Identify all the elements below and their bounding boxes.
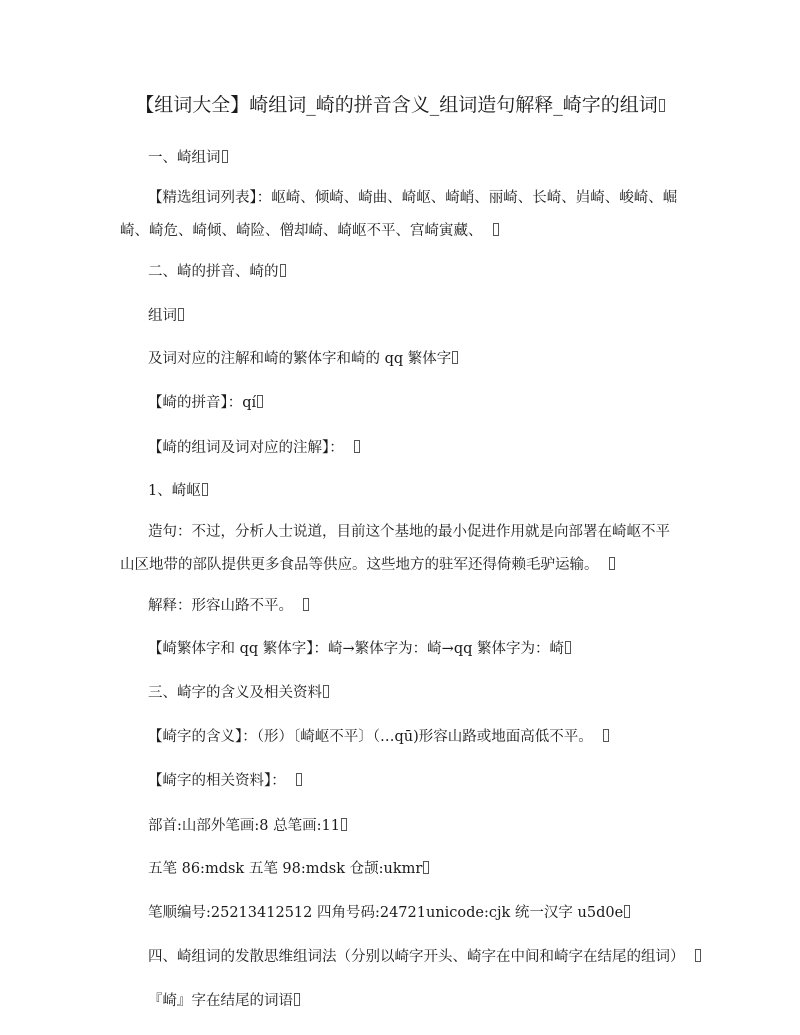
line-end-mark-icon — [294, 993, 300, 1006]
related-info-heading: 【崎字的相关资料】： — [120, 765, 680, 798]
section-heading-4: 四、崎组词的发散思维组词法（分别以崎字开头、崎字在中间和崎字在结尾的组词） — [120, 941, 680, 974]
traditional-character-paragraph: 【崎繁体字和 qq 繁体字】：崎→繁体字为：崎→qq 繁体字为：崎 — [120, 633, 680, 666]
line-end-mark-icon — [565, 641, 571, 654]
line-end-mark-icon — [603, 729, 609, 742]
line-end-mark-icon — [296, 773, 302, 786]
line-end-mark-icon — [423, 861, 429, 874]
line-end-mark-icon — [303, 598, 309, 611]
line-end-mark-icon — [323, 685, 329, 698]
paragraph-zuci: 组词 — [120, 300, 680, 333]
ending-words-heading: 『崎』字在结尾的词语 — [120, 985, 680, 1018]
explanation-paragraph: 解释：形容山路不平。 — [120, 590, 680, 623]
section-heading-3: 三、崎字的含义及相关资料 — [120, 677, 680, 710]
line-end-mark-icon — [202, 483, 208, 496]
line-end-mark-icon — [452, 351, 458, 364]
meaning-paragraph: 【崎字的含义】：（形）〔崎岖不平〕（…qū)形容山路或地面高低不平。 — [120, 721, 680, 754]
line-end-mark-icon — [659, 99, 665, 112]
title-text: 【组词大全】崎组词_崎的拼音含义_组词造句解释_崎字的组词 — [135, 94, 658, 116]
line-end-mark-icon — [341, 818, 347, 831]
line-end-mark-icon — [695, 949, 701, 962]
radical-stroke-paragraph: 部首:山部外笔画:8 总笔画:11 — [120, 810, 680, 843]
line-end-mark-icon — [178, 308, 184, 321]
line-end-mark-icon — [222, 150, 228, 163]
line-end-mark-icon — [624, 905, 630, 918]
line-end-mark-icon — [354, 440, 360, 453]
line-end-mark-icon — [257, 395, 263, 408]
word-list-paragraph: 【精选组词列表】：岖崎、倾崎、崎曲、崎岖、崎峭、丽崎、长崎、岿崎、峻崎、崛崎、崎危、崎倾、崎险、僧却崎、崎岖不平、宫崎寅藏、 — [120, 190, 678, 239]
line-end-mark-icon — [609, 557, 615, 570]
example-sentence: 造句：不过，分析人士说道，目前这个基地的最小促进作用就是向部署在崎岖不平山区地带的部队提供更多食品等供应。这些地方的驻军还得倚赖毛驴运输。 — [120, 524, 670, 573]
section-heading-1: 一、崎组词 — [120, 142, 680, 175]
stroke-order-paragraph: 笔顺编号:25213412512 四角号码:24721unicode:cjk 统一汉字 u5d0e — [120, 897, 680, 930]
annotation-heading: 【崎的组词及词对应的注解】： — [120, 432, 680, 465]
item-1-heading: 1、崎岖 — [120, 475, 680, 508]
document-title — [0, 92, 800, 118]
paragraph-fanti-intro: 及词对应的注解和崎的繁体字和崎的 qq 繁体字 — [120, 343, 680, 376]
section-heading-2: 二、崎的拼音、崎的 — [120, 256, 680, 289]
line-end-mark-icon — [280, 264, 286, 277]
input-code-paragraph: 五笔 86:mdsk 五笔 98:mdsk 仓颉:ukmr — [120, 853, 680, 886]
line-end-mark-icon — [493, 223, 499, 236]
pinyin-paragraph: 【崎的拼音】：qí — [120, 387, 680, 420]
